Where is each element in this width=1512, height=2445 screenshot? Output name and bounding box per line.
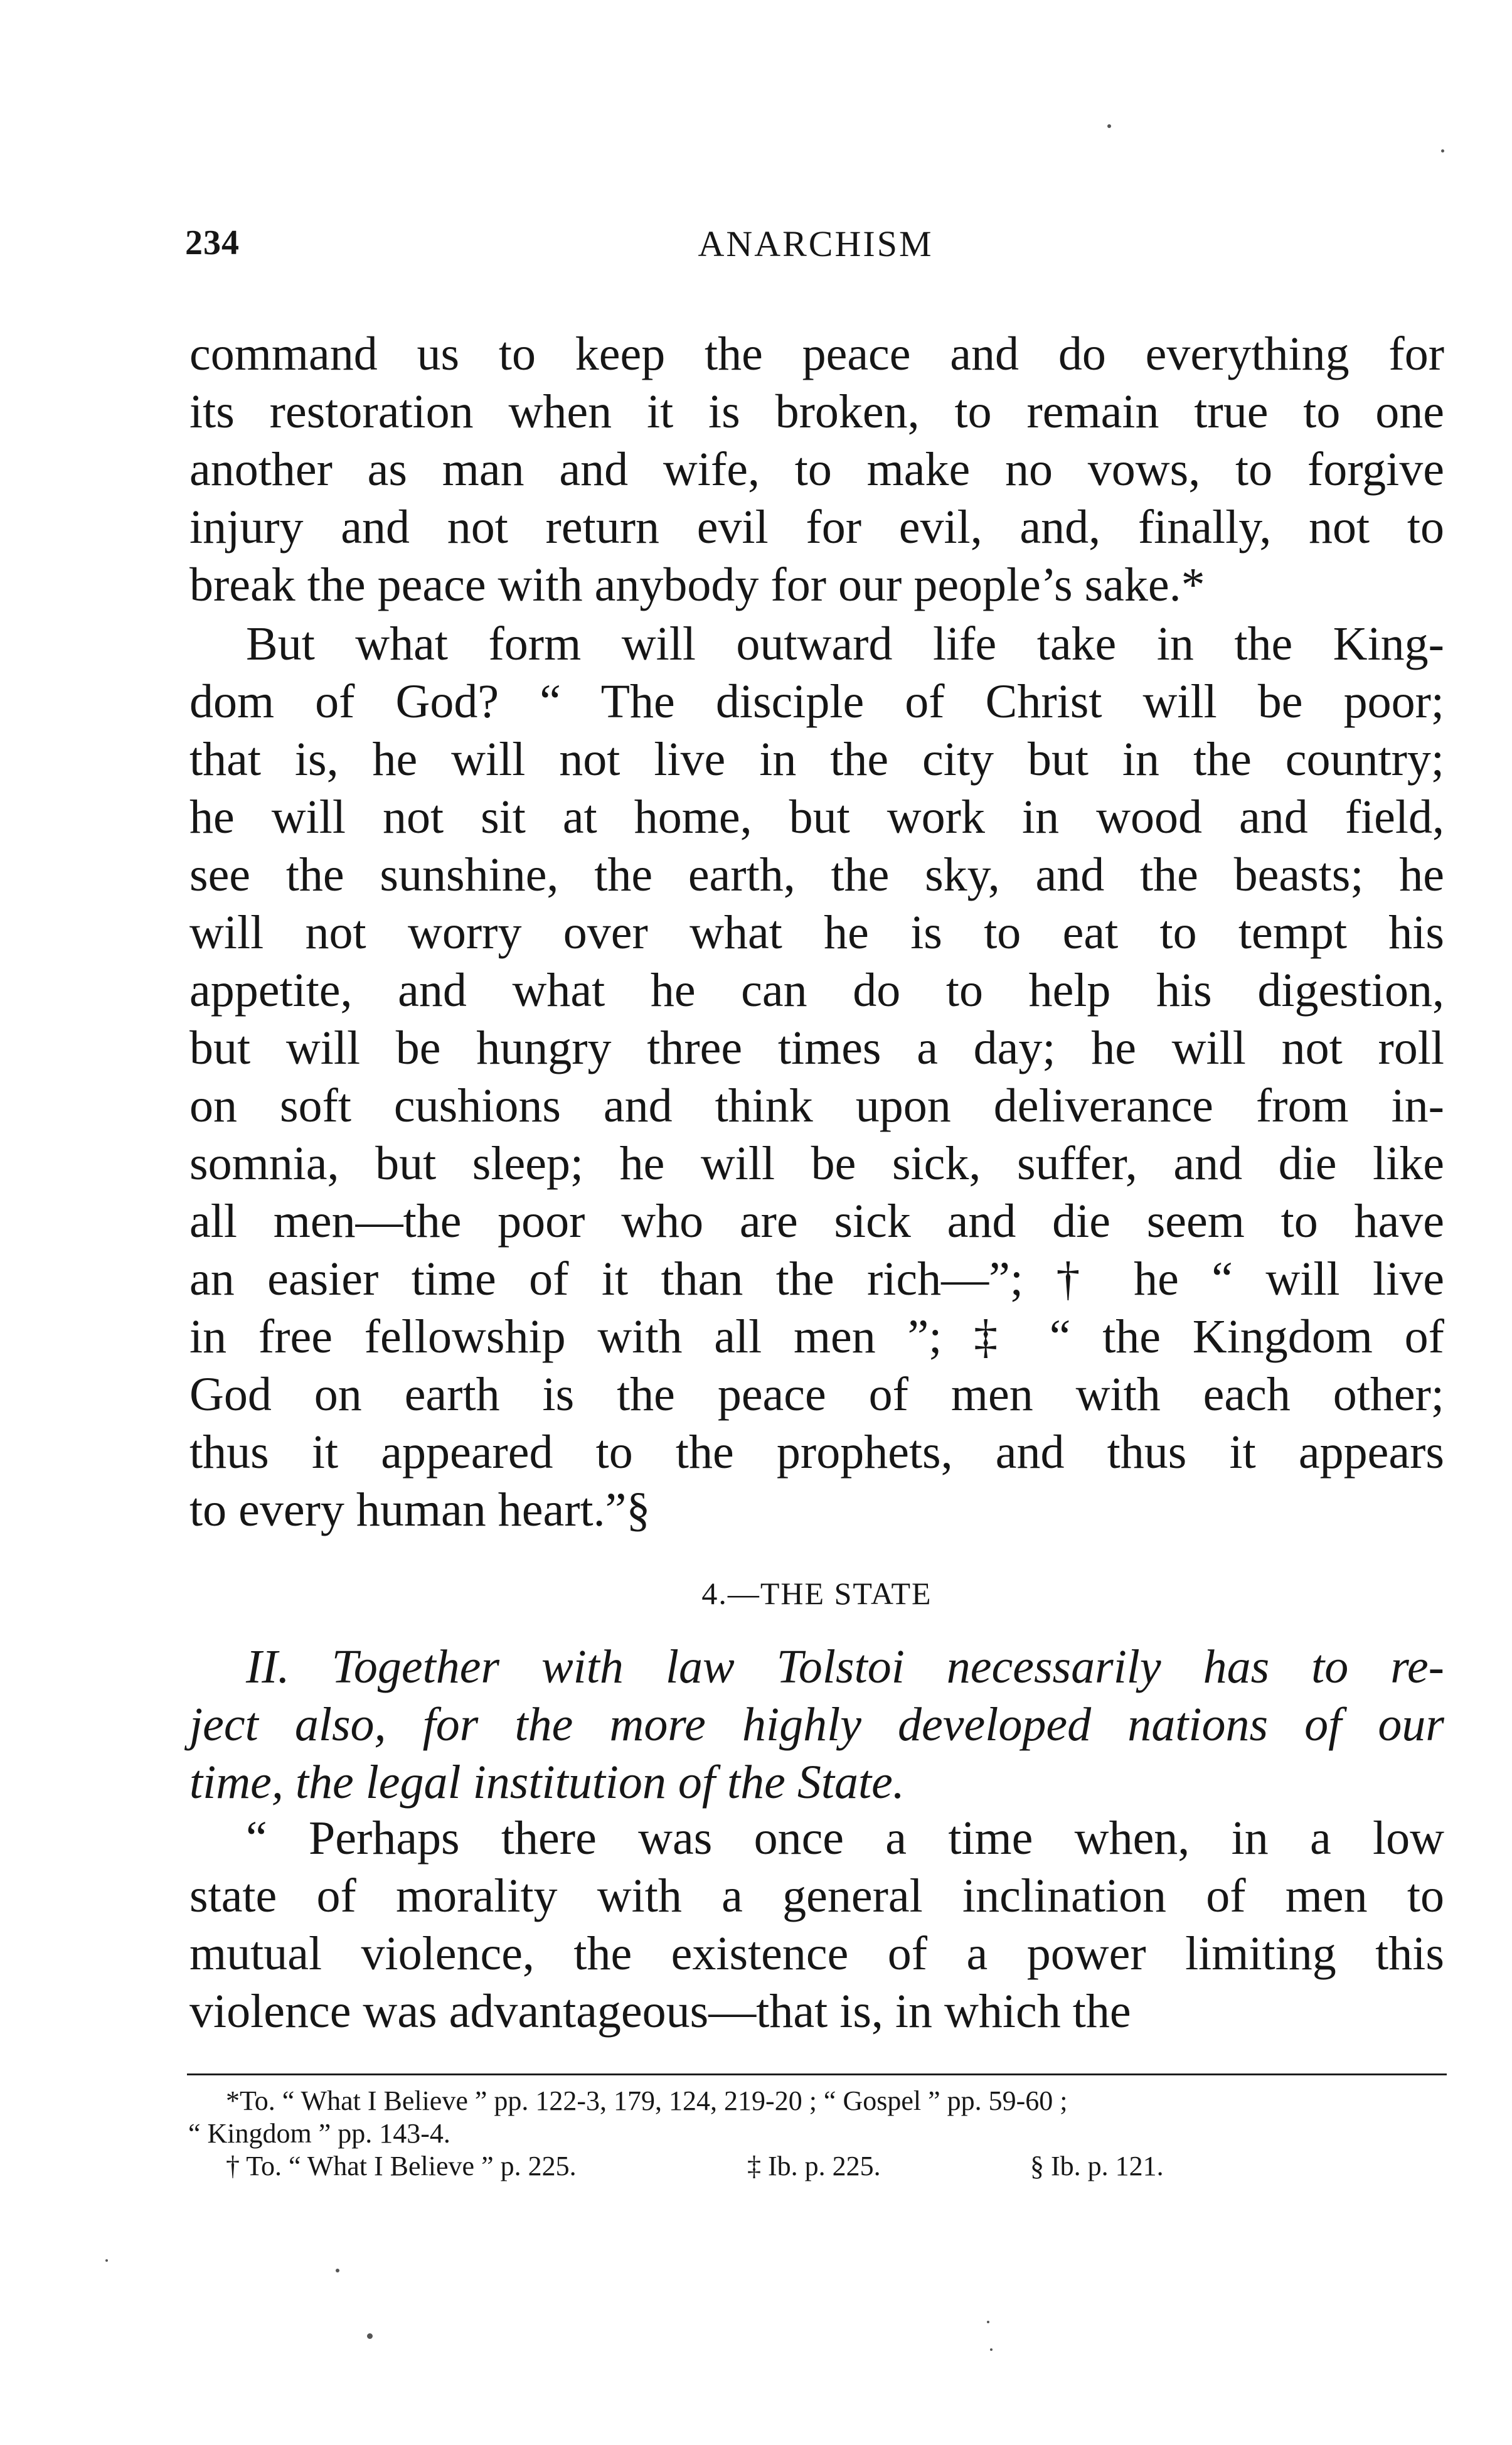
page-header (185, 223, 1446, 273)
text-line: another as man and wife, to make no vows, to forgive (189, 443, 1444, 496)
text-line: ject also, for the more highly developed nations of our (189, 1698, 1444, 1751)
paragraph-state-italic (189, 1638, 1444, 1811)
footnote-line: *To. “ What I Believe ” pp. 122-3, 179, 124, 219-20 ; “ Gospel ” pp. 59-60 ; (226, 2085, 1068, 2116)
scan-speck (990, 2348, 993, 2351)
text-line: somnia, but sleep; he will be sick, suffer, and die like (189, 1137, 1444, 1190)
footnote-section: § Ib. p. 121. (1030, 2151, 1164, 2181)
text-line: mutual violence, the existence of a power limiting this (189, 1927, 1444, 1980)
text-line: thus it appeared to the prophets, and thus it appears (189, 1426, 1444, 1479)
footnote-line (188, 2150, 1443, 2183)
scan-speck (336, 2269, 339, 2272)
text-line: dom of God? “ The disciple of Christ will be poor; (189, 675, 1444, 728)
text-line: to every human heart.”§ (189, 1484, 651, 1536)
text-line: command us to keep the peace and do everything for (189, 328, 1444, 380)
paragraph-continuation (189, 325, 1444, 614)
text-line: see the sunshine, the earth, the sky, and the beasts; he (189, 848, 1444, 901)
page-number: 234 (185, 223, 240, 262)
scan-speck (367, 2333, 373, 2339)
text-line: II. Together with law Tolstoi necessarily has to re- (246, 1640, 1444, 1693)
text-line: but will be hungry three times a day; he will not roll (189, 1022, 1444, 1074)
footnote-rule (187, 2073, 1447, 2075)
text-line: time, the legal institution of the State. (189, 1756, 905, 1809)
footnote-line: “ Kingdom ” pp. 143-4. (188, 2118, 450, 2149)
text-line: its restoration when it is broken, to remain true to one (189, 385, 1444, 438)
text-line: violence was advantageous—that is, in which the (189, 1985, 1131, 2038)
text-line: “ Perhaps there was once a time when, in a low (246, 1812, 1444, 1865)
scan-speck (105, 2259, 108, 2262)
text-line: state of morality with a general inclination of men to (189, 1870, 1444, 1922)
section-heading: 4.—THE STATE (701, 1576, 932, 1611)
text-line: God on earth is the peace of men with each other; (189, 1368, 1444, 1421)
text-line: all men—the poor who are sick and die seem to have (189, 1195, 1444, 1248)
running-title: ANARCHISM (698, 223, 934, 264)
paragraph-state-quote (189, 1809, 1444, 2040)
paragraph-kingdom-of-god (189, 615, 1444, 1539)
text-line: an easier time of it than the rich—”; † he “ will live (189, 1253, 1444, 1305)
footnote-double-dagger: ‡ Ib. p. 225. (747, 2151, 881, 2181)
scan-speck (1441, 149, 1444, 152)
footnotes (188, 2085, 1443, 2183)
scan-speck (1107, 124, 1111, 128)
footnote-dagger: † To. “ What I Believe ” p. 225. (226, 2151, 577, 2181)
text-line: appetite, and what he can do to help his digestion, (189, 964, 1444, 1017)
text-line: in free fellowship with all men ”; ‡ “ the Kingdom of (189, 1310, 1444, 1363)
text-line: will not worry over what he is to eat to tempt his (189, 906, 1444, 959)
text-line: that is, he will not live in the city but in the country; (189, 733, 1444, 786)
text-line: he will not sit at home, but work in wood and field, (189, 791, 1444, 843)
text-line: injury and not return evil for evil, and, finally, not to (189, 501, 1444, 554)
text-line: break the peace with anybody for our people’s sake.* (189, 559, 1205, 611)
text-line: But what form will outward life take in the King- (246, 618, 1444, 670)
scan-speck (987, 2321, 989, 2323)
text-line: on soft cushions and think upon deliverance from in- (189, 1079, 1444, 1132)
